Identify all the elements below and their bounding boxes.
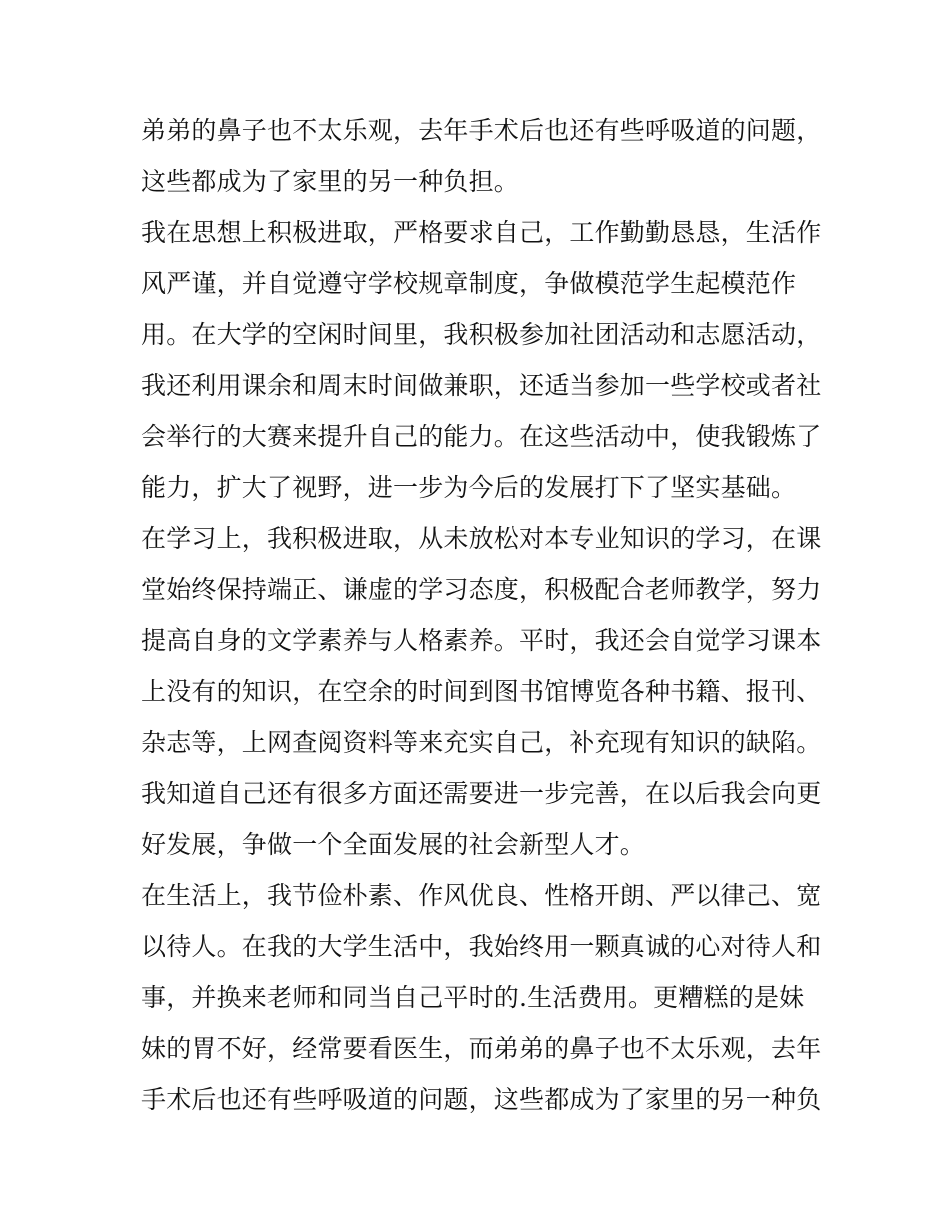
text-line: 我还利用课余和周末时间做兼职，还适当参加一些学校或者社 <box>141 371 822 400</box>
text-line: 风严谨，并自觉遵守学校规章制度，争做模范学生起模范作 <box>141 269 797 298</box>
text-line: 我在思想上积极进取，严格要求自己，工作勤勤恳恳，生活作 <box>141 218 822 247</box>
text-line: 弟弟的鼻子也不太乐观，去年手术后也还有些呼吸道的问题， <box>141 116 822 145</box>
text-line: 用。在大学的空闲时间里，我积极参加社团活动和志愿活动， <box>141 320 822 349</box>
text-line: 手术后也还有些呼吸道的问题，这些都成为了家里的另一种负 <box>141 1085 822 1114</box>
text-line: 好发展，争做一个全面发展的社会新型人才。 <box>141 830 646 859</box>
text-line: 事，并换来老师和同当自己平时的.生活费用。更糟糕的是妹 <box>141 983 805 1012</box>
text-line: 以待人。在我的大学生活中，我始终用一颗真诚的心对待人和 <box>141 932 822 961</box>
document-body <box>141 105 821 1125</box>
text-line: 能力，扩大了视野，进一步为今后的发展打下了坚实基础。 <box>141 473 797 502</box>
text-line: 我知道自己还有很多方面还需要进一步完善，在以后我会向更 <box>141 779 822 808</box>
text-line: 提高自身的文学素养与人格素养。平时，我还会自觉学习课本 <box>141 626 822 655</box>
text-line: 堂始终保持端正、谦虚的学习态度，积极配合老师教学，努力 <box>141 575 822 604</box>
text-line: 杂志等，上网查阅资料等来充实自己，补充现有知识的缺陷。 <box>141 728 822 757</box>
text-line: 妹的胃不好，经常要看医生，而弟弟的鼻子也不太乐观，去年 <box>141 1034 822 1063</box>
text-line: 在生活上，我节俭朴素、作风优良、性格开朗、严以律己、宽 <box>141 881 822 910</box>
text-line: 会举行的大赛来提升自己的能力。在这些活动中，使我锻炼了 <box>141 422 822 451</box>
text-line: 上没有的知识，在空余的时间到图书馆博览各种书籍、报刊、 <box>141 677 822 706</box>
text-line: 在学习上，我积极进取，从未放松对本专业知识的学习，在课 <box>141 524 822 553</box>
text-line: 这些都成为了家里的另一种负担。 <box>141 167 520 196</box>
